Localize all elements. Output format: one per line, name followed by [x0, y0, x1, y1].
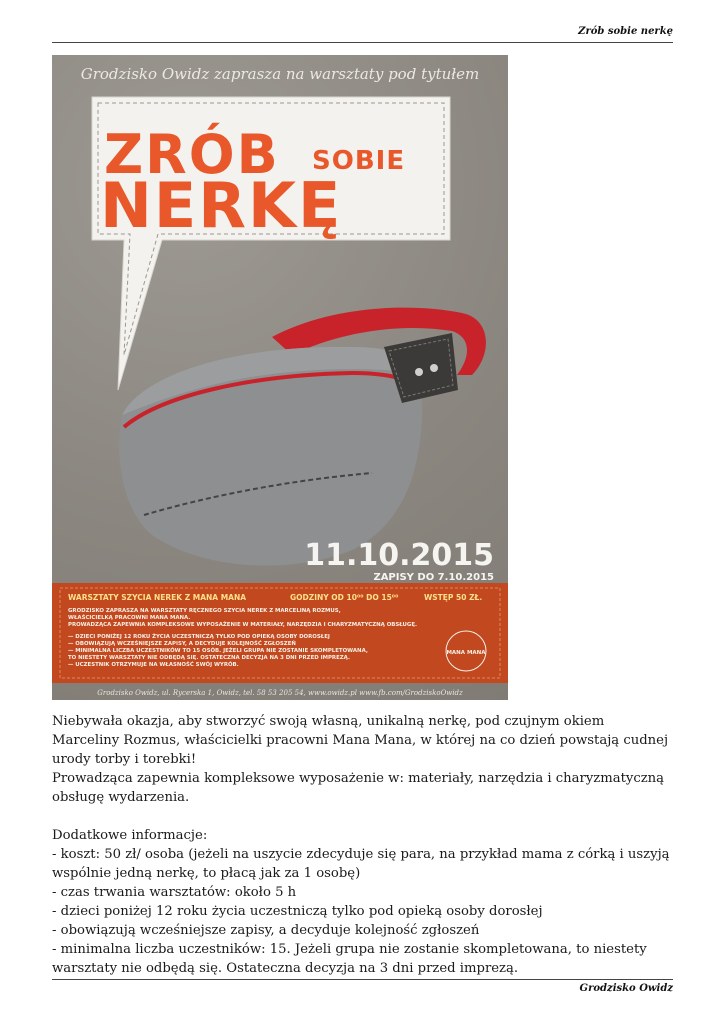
- extra-info-heading: Dodatkowe informacje:: [52, 828, 208, 843]
- poster-artwork: [52, 55, 508, 700]
- event-poster: [52, 55, 508, 700]
- poster-title-nerke: NERKĘ: [100, 169, 343, 242]
- info-line: WŁAŚCICIELKĄ PRACOWNI MANA MANA.: [68, 615, 191, 621]
- rivet-icon: [415, 368, 423, 376]
- rule-line: — OBOWIĄZUJĄ WCZEŚNIEJSZE ZAPISY, A DECYDUJE KOLEJNOŚĆ ZGŁOSZEŃ: [68, 641, 296, 647]
- poster-signup: ZAPISY DO 7.10.2015: [373, 572, 494, 583]
- list-item: - koszt: 50 zł/ osoba (jeżeli na uszycie zdecyduje się para, na przykład mama z córką i uszyją wspólnie jedną nerkę, to płacą jak za 1 osobę): [52, 847, 670, 881]
- page-header-title: Zrób sobie nerkę: [578, 26, 673, 37]
- rivet-icon: [430, 364, 438, 372]
- info-line: GRODZISKO ZAPRASZA NA WARSZTATY RĘCZNEGO SZYCIA NEREK Z MARCELINĄ ROZMUS,: [68, 608, 341, 614]
- list-item: - minimalna liczba uczestników: 15. Jeżeli grupa nie zostanie skompletowana, to niestety warsztaty nie odbędą się. Ostateczna decyzja na 3 dni przed imprezą.: [52, 942, 647, 976]
- paragraph-intro: Niebywała okazja, aby stworzyć swoją własną, unikalną nerkę, pod czujnym okiem Marceliny Rozmus, właścicielki pracowni Mana Mana, w której na co dzień powstają cudnej urody torby i torebki!: [52, 714, 669, 767]
- rule-line: — UCZESTNIK OTRZYMUJE NA WŁASNOŚĆ SWÓJ WYRÓB.: [68, 662, 239, 668]
- rule-line: — MINIMALNA LICZBA UCZESTNIKÓW TO 15 OSÓB. JEŻELI GRUPA NIE ZOSTANIE SKOMPLETOWANA,: [68, 648, 368, 654]
- article-body: [52, 712, 674, 978]
- poster-date: 11.10.2015: [304, 538, 494, 573]
- info-line: PROWADZĄCA ZAPEWNIA KOMPLEKSOWE WYPOSAŻENIE W MATERIAŁY, NARZĘDZIA I CHARYZMATYCZNĄ OBSŁUGĘ.: [68, 622, 418, 628]
- page-footer-title: Grodzisko Owidz: [579, 983, 673, 994]
- list-item: - dzieci poniżej 12 roku życia uczestniczą tylko pod opieką osoby dorosłej: [52, 904, 543, 919]
- poster-invite: Grodzisko Owidz zaprasza na warsztaty pod tytułem: [80, 65, 480, 83]
- info-head-fee: WSTĘP 50 ZŁ.: [424, 593, 483, 602]
- header-divider: [52, 42, 673, 43]
- info-head-workshops: WARSZTATY SZYCIA NEREK Z MANA MANA: [68, 593, 247, 602]
- paragraph-equipment: Prowadząca zapewnia kompleksowe wyposażenie w: materiały, narzędzia i charyzmatyczną obsługę wydarzenia.: [52, 771, 665, 805]
- info-head-hours: GODZINY OD 10⁰⁰ DO 15⁰⁰: [290, 593, 399, 602]
- list-item: - obowiązują wcześniejsze zapisy, a decyduje kolejność zgłoszeń: [52, 923, 480, 938]
- footer-divider: [52, 979, 673, 980]
- poster-footer: Grodzisko Owidz, ul. Rycerska 1, Owidz, tel. 58 53 205 54, www.owidz.pl www.fb.com/GrodziskoOwidz: [97, 689, 463, 697]
- rule-line: — DZIECI PONIŻEJ 12 ROKU ŻYCIA UCZESTNICZĄ TYLKO POD OPIEKĄ OSOBY DOROSŁEJ: [68, 634, 330, 640]
- list-item: - czas trwania warsztatów: około 5 h: [52, 885, 297, 900]
- rule-line: TO NIESTETY WARSZTATY NIE ODBĘDĄ SIĘ. OSTATECZNA DECYZJA NA 3 DNI PRZED IMPREZĄ.: [68, 655, 350, 661]
- poster-title-zrob: ZRÓB: [104, 123, 280, 186]
- poster-title-sobie: SOBIE: [312, 146, 406, 176]
- logo-text: MANA MANA: [446, 650, 486, 656]
